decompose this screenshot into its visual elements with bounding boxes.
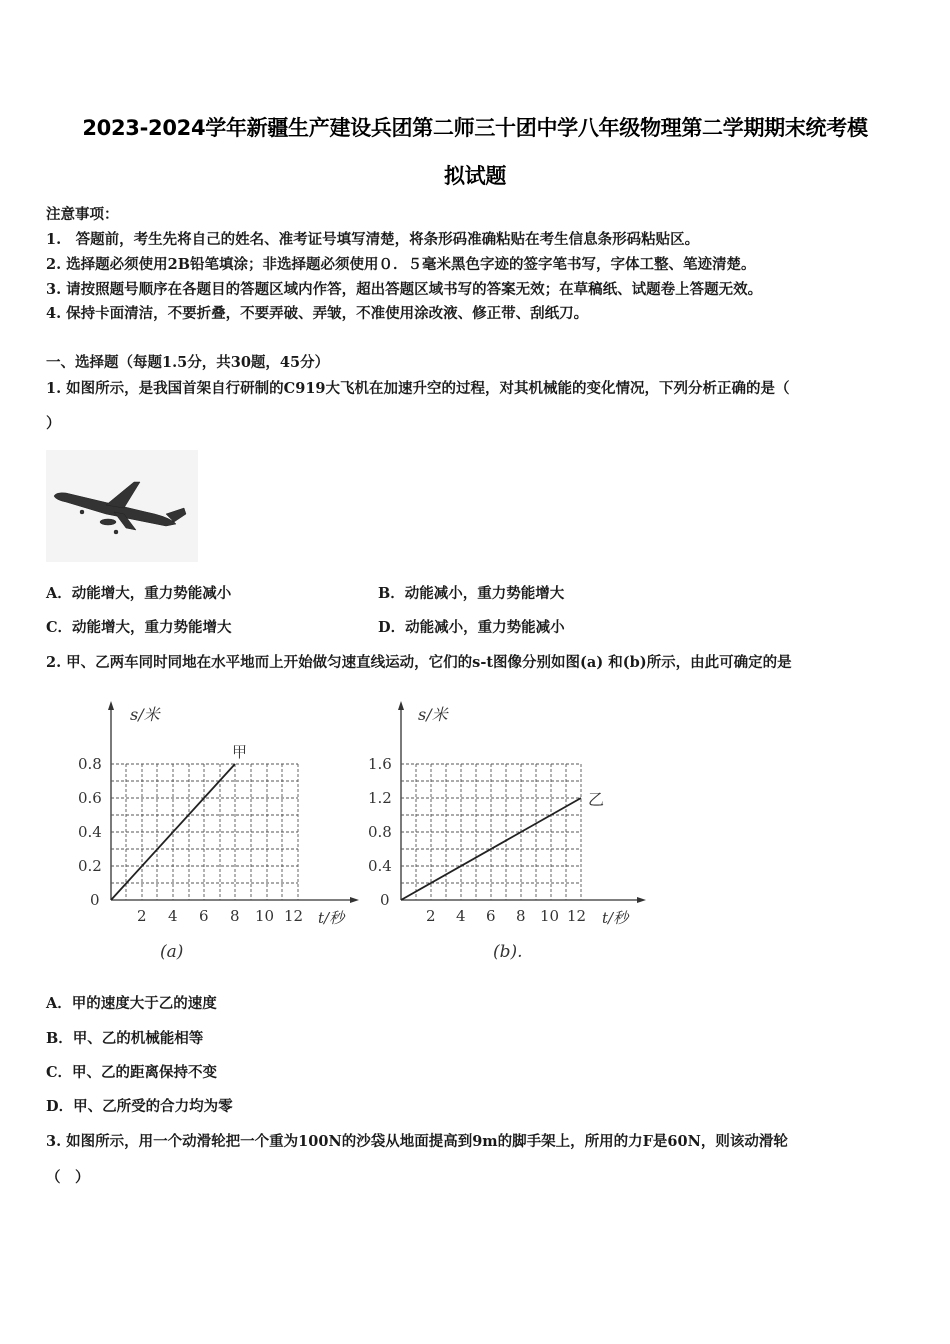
series-jia-label: 甲 — [232, 743, 248, 761]
svg-text:0.8: 0.8 — [368, 823, 392, 841]
y-axis-label: s/米 — [418, 705, 448, 724]
notice-item-4: 4. 保持卡面清洁，不要折叠，不要弄破、弄皱，不准使用涂改液、修正带、刮纸刀。 — [46, 305, 589, 322]
x-axis-label: t/秒 — [318, 909, 345, 927]
chart-b-caption: (b). — [493, 942, 523, 962]
svg-text:4: 4 — [456, 907, 466, 925]
svg-text:1.2: 1.2 — [368, 789, 392, 807]
svg-text:0.4: 0.4 — [78, 823, 102, 841]
notice-heading: 注意事项： — [46, 206, 119, 223]
svg-text:10: 10 — [540, 907, 560, 925]
document-title-line2: 拟试题 — [443, 164, 507, 188]
question-1-option-b[interactable]: B．动能减小，重力势能增大 — [378, 585, 565, 602]
question-1-option-a[interactable]: A．动能增大，重力势能减小 — [46, 585, 232, 602]
svg-text:8: 8 — [230, 907, 240, 925]
svg-text:2: 2 — [137, 907, 147, 925]
airplane-image — [46, 450, 198, 562]
svg-text:10: 10 — [255, 907, 275, 925]
question-1-stem: 1. 如图所示，是我国首架自行研制的C919大飞机在加速升空的过程，对其机械能的变化情况，下列分析正确的是（ — [46, 380, 790, 397]
svg-text:6: 6 — [199, 907, 209, 925]
question-2-option-b[interactable]: B．甲、乙的机械能相等 — [46, 1030, 204, 1047]
svg-text:0.4: 0.4 — [368, 857, 392, 875]
document-title-line1: 2023-2024学年新疆生产建设兵团第二师三十团中学八年级物理第二学期期末统考模 — [82, 116, 868, 140]
section-heading: 一、选择题（每题1.5分，共30题，45分） — [46, 354, 330, 371]
notice-item-1: 1. 答题前，考生先将自己的姓名、准考证号填写清楚，将条形码准确粘贴在考生信息条形码粘贴区。 — [46, 231, 700, 248]
question-2-stem: 2. 甲、乙两车同时同地在水平地而上开始做匀速直线运动，它们的s-t图像分别如图(a) 和(b)所示，由此可确定的是 — [46, 654, 792, 671]
svg-text:6: 6 — [486, 907, 496, 925]
svg-text:0: 0 — [380, 891, 390, 909]
notice-item-2: 2. 选择题必须使用2B铅笔填涂；非选择题必须使用０．５毫米黑色字迹的签字笔书写，字体工整、笔迹清楚。 — [46, 256, 756, 273]
question-1-option-d[interactable]: D．动能减小，重力势能减小 — [378, 619, 565, 636]
svg-text:12: 12 — [567, 907, 587, 925]
svg-text:1.6: 1.6 — [368, 755, 392, 773]
svg-text:0: 0 — [90, 891, 100, 909]
svg-text:0.8: 0.8 — [78, 755, 102, 773]
st-chart-a — [70, 695, 360, 979]
question-2-option-c[interactable]: C．甲、乙的距离保持不变 — [46, 1064, 218, 1081]
question-3-stem-end: （ ） — [46, 1169, 90, 1186]
notice-item-3: 3. 请按照题号顺序在各题目的答题区域内作答，超出答题区域书写的答案无效；在草稿纸、试题卷上答题无效。 — [46, 281, 763, 298]
x-axis-label: t/秒 — [602, 909, 629, 927]
question-2-option-a[interactable]: A．甲的速度大于乙的速度 — [46, 995, 217, 1012]
svg-text:2: 2 — [426, 907, 436, 925]
st-chart-b — [360, 695, 650, 979]
svg-text:0.2: 0.2 — [78, 857, 102, 875]
svg-text:4: 4 — [168, 907, 178, 925]
svg-text:12: 12 — [284, 907, 304, 925]
question-1-stem-end: ） — [46, 415, 61, 432]
svg-text:0.6: 0.6 — [78, 789, 102, 807]
chart-a-caption: (a) — [160, 942, 184, 962]
question-1-option-c[interactable]: C．动能增大，重力势能增大 — [46, 619, 232, 636]
series-yi-label: 乙 — [588, 790, 605, 809]
y-axis-label: s/米 — [130, 705, 160, 724]
question-3-stem: 3. 如图所示，用一个动滑轮把一个重为100N的沙袋从地面提高到9m的脚手架上，所用的力F是60N，则该动滑轮 — [46, 1133, 788, 1150]
question-2-option-d[interactable]: D．甲、乙所受的合力均为零 — [46, 1098, 233, 1115]
svg-text:8: 8 — [516, 907, 526, 925]
